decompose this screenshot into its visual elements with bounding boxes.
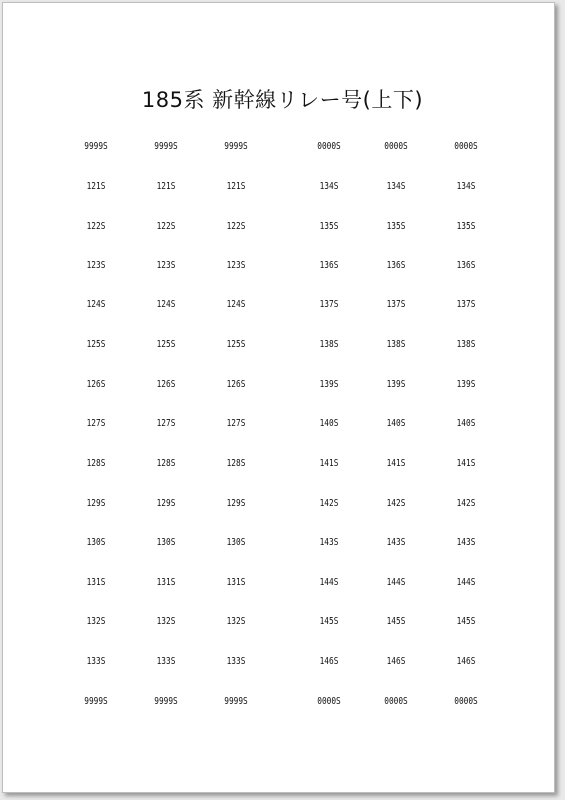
train-number-label: 134S bbox=[319, 181, 339, 192]
train-number-label: 129S bbox=[156, 498, 176, 509]
train-number-label: 126S bbox=[156, 379, 176, 390]
train-number-label: 140S bbox=[319, 418, 339, 429]
train-number-label: 142S bbox=[319, 498, 339, 509]
train-number-label: 141S bbox=[386, 458, 406, 469]
train-number-label: 132S bbox=[156, 616, 176, 627]
train-number-label: 9999S bbox=[154, 141, 178, 152]
train-number-label: 0000S bbox=[384, 696, 408, 707]
train-number-label: 0000S bbox=[384, 141, 408, 152]
train-number-label: 122S bbox=[226, 221, 246, 232]
train-number-label: 9999S bbox=[84, 141, 108, 152]
train-number-label: 140S bbox=[386, 418, 406, 429]
train-number-label: 122S bbox=[156, 221, 176, 232]
train-number-label: 146S bbox=[456, 656, 476, 667]
train-number-label: 124S bbox=[156, 299, 176, 310]
train-number-label: 121S bbox=[226, 181, 246, 192]
train-number-label: 134S bbox=[386, 181, 406, 192]
train-number-label: 122S bbox=[86, 221, 106, 232]
train-number-label: 137S bbox=[386, 299, 406, 310]
train-number-label: 125S bbox=[226, 339, 246, 350]
train-number-label: 9999S bbox=[224, 141, 248, 152]
train-number-label: 138S bbox=[386, 339, 406, 350]
train-number-label: 139S bbox=[386, 379, 406, 390]
train-number-label: 123S bbox=[86, 260, 106, 271]
train-number-label: 144S bbox=[319, 577, 339, 588]
train-number-label: 144S bbox=[456, 577, 476, 588]
train-number-label: 0000S bbox=[317, 696, 341, 707]
train-number-label: 130S bbox=[226, 537, 246, 548]
train-number-label: 128S bbox=[86, 458, 106, 469]
train-number-label: 144S bbox=[386, 577, 406, 588]
train-number-label: 138S bbox=[456, 339, 476, 350]
train-number-label: 133S bbox=[156, 656, 176, 667]
train-number-label: 0000S bbox=[454, 696, 478, 707]
train-number-label: 131S bbox=[156, 577, 176, 588]
train-number-label: 133S bbox=[226, 656, 246, 667]
train-number-label: 125S bbox=[86, 339, 106, 350]
train-number-label: 9999S bbox=[84, 696, 108, 707]
train-number-label: 143S bbox=[319, 537, 339, 548]
train-number-label: 140S bbox=[456, 418, 476, 429]
train-number-label: 146S bbox=[319, 656, 339, 667]
train-number-label: 125S bbox=[156, 339, 176, 350]
train-number-label: 126S bbox=[226, 379, 246, 390]
train-number-label: 127S bbox=[226, 418, 246, 429]
train-number-label: 142S bbox=[386, 498, 406, 509]
train-number-label: 130S bbox=[86, 537, 106, 548]
train-number-label: 127S bbox=[86, 418, 106, 429]
train-number-label: 132S bbox=[86, 616, 106, 627]
train-number-label: 121S bbox=[86, 181, 106, 192]
train-number-label: 121S bbox=[156, 181, 176, 192]
train-number-label: 129S bbox=[226, 498, 246, 509]
train-number-label: 136S bbox=[456, 260, 476, 271]
train-number-label: 124S bbox=[226, 299, 246, 310]
train-number-label: 138S bbox=[319, 339, 339, 350]
train-number-label: 131S bbox=[86, 577, 106, 588]
train-number-label: 136S bbox=[386, 260, 406, 271]
train-number-label: 135S bbox=[386, 221, 406, 232]
train-number-label: 145S bbox=[319, 616, 339, 627]
train-number-label: 123S bbox=[156, 260, 176, 271]
train-number-label: 143S bbox=[386, 537, 406, 548]
train-number-label: 134S bbox=[456, 181, 476, 192]
train-number-label: 146S bbox=[386, 656, 406, 667]
train-number-label: 139S bbox=[456, 379, 476, 390]
train-number-label: 137S bbox=[456, 299, 476, 310]
train-number-label: 143S bbox=[456, 537, 476, 548]
train-number-label: 145S bbox=[456, 616, 476, 627]
train-number-label: 139S bbox=[319, 379, 339, 390]
train-number-label: 135S bbox=[456, 221, 476, 232]
train-number-label: 0000S bbox=[317, 141, 341, 152]
train-number-label: 141S bbox=[319, 458, 339, 469]
train-number-label: 145S bbox=[386, 616, 406, 627]
train-number-label: 137S bbox=[319, 299, 339, 310]
page-title: 185系 新幹線リレー号(上下) bbox=[141, 88, 424, 112]
train-number-label: 0000S bbox=[454, 141, 478, 152]
train-number-label: 123S bbox=[226, 260, 246, 271]
train-number-label: 9999S bbox=[154, 696, 178, 707]
train-number-label: 126S bbox=[86, 379, 106, 390]
train-number-label: 131S bbox=[226, 577, 246, 588]
train-number-label: 136S bbox=[319, 260, 339, 271]
train-number-label: 130S bbox=[156, 537, 176, 548]
train-number-label: 124S bbox=[86, 299, 106, 310]
train-number-label: 128S bbox=[156, 458, 176, 469]
train-number-label: 129S bbox=[86, 498, 106, 509]
train-number-label: 132S bbox=[226, 616, 246, 627]
train-number-label: 127S bbox=[156, 418, 176, 429]
train-number-label: 135S bbox=[319, 221, 339, 232]
train-number-label: 128S bbox=[226, 458, 246, 469]
train-number-label: 9999S bbox=[224, 696, 248, 707]
train-number-label: 133S bbox=[86, 656, 106, 667]
train-number-label: 142S bbox=[456, 498, 476, 509]
train-number-label: 141S bbox=[456, 458, 476, 469]
